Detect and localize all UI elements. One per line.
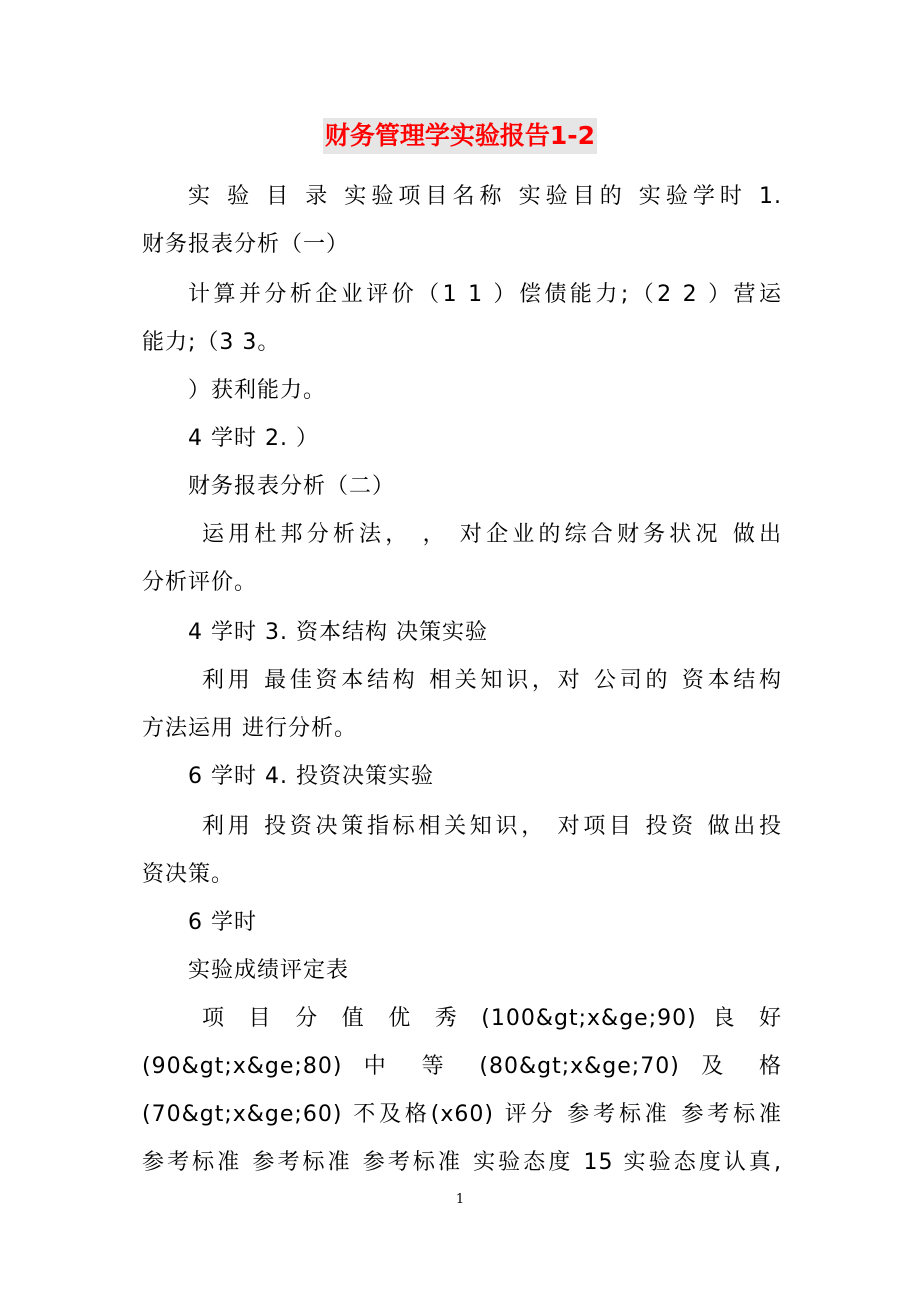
paragraph-line: 分析评价。 (142, 570, 258, 595)
paragraph-line: 计算并分析企业评价（1 1 ）偿债能力;（2 2 ）营运 (188, 282, 782, 307)
paragraph-line: 4 学时 3. 资本结构 决策实验 (188, 620, 488, 645)
paragraph-line: 参考标准 参考标准 参考标准 实验态度 15 实验态度认真, (142, 1150, 782, 1175)
paragraph-line: ）获利能力。 (188, 378, 327, 403)
paragraph-line: 实 验 目 录 实验项目名称 实验目的 实验学时 1. (188, 184, 782, 209)
paragraph-line: 6 学时 4. 投资决策实验 (188, 764, 434, 789)
paragraph-line: (70&gt;x&ge;60) 不及格(x60) 评分 参考标准 参考标准 (142, 1102, 782, 1127)
paragraph-line: 实验成绩评定表 (188, 958, 350, 983)
paragraph-line: 财务报表分析（一） (142, 232, 350, 257)
document-title (0, 118, 920, 158)
document-title-text: 财务管理学实验报告1-2 (323, 118, 597, 154)
paragraph-line: 4 学时 2. ） (188, 426, 319, 451)
paragraph-line: (90&gt;x&ge;80) 中 等 (80&gt;x&ge;70) 及 格 (142, 1054, 782, 1079)
page-number: 1 (455, 1192, 465, 1207)
paragraph-line: 方法运用 进行分析。 (142, 716, 357, 741)
paragraph-line: 运用杜邦分析法， ， 对企业的综合财务状况 做出 (202, 522, 782, 547)
paragraph-line: 6 学时 (188, 910, 257, 935)
paragraph-line: 项 目 分 值 优 秀 (100&gt;x&ge;90) 良 好 (202, 1006, 782, 1031)
paragraph-line: 资决策。 (142, 862, 235, 887)
paragraph-line: 能力;（3 3。 (142, 330, 281, 355)
paragraph-line: 利用 投资决策指标相关知识， 对项目 投资 做出投 (202, 814, 782, 839)
paragraph-line: 财务报表分析（二） (188, 474, 396, 499)
paragraph-line: 利用 最佳资本结构 相关知识，对 公司的 资本结构 (202, 668, 782, 693)
